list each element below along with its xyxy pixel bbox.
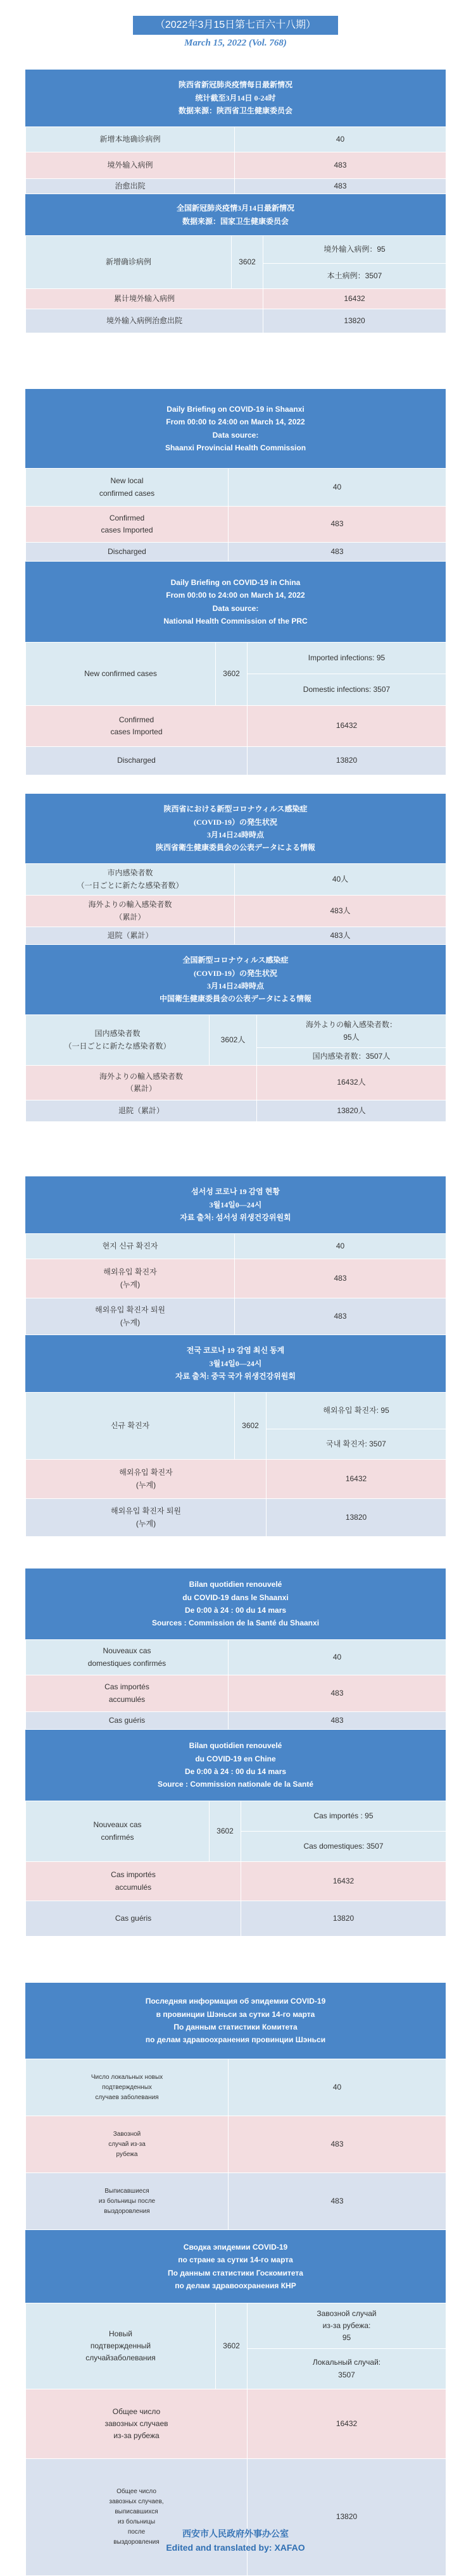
table-row (26, 289, 446, 309)
table-row (26, 1259, 446, 1298)
row-value: 16432人 (257, 1066, 446, 1100)
title-line: 전국 코로나 19 감염 최신 동계 (186, 1346, 285, 1355)
row-label (26, 1801, 210, 1862)
row-label: 治愈出院 (26, 179, 235, 194)
title-line: По данным статистики Госкомитета (168, 2268, 303, 2277)
title-line: 陕西省における新型コロナウィルス感染症 (163, 804, 308, 814)
label-line: 해외유입 확진자 (103, 1267, 157, 1277)
label-line: (누계) (120, 1317, 141, 1327)
row-label: 신규 확진자 (26, 1393, 235, 1460)
fr-shaanxi-title (25, 1568, 446, 1639)
ja-china-table (25, 1014, 446, 1122)
fr-section (25, 1568, 446, 1937)
row-label: 新增确诊病例 (26, 236, 232, 289)
table-row (26, 1066, 446, 1100)
label-line: 해외유입 확진자 퇴원 (111, 1507, 181, 1516)
row-value: 483 (235, 152, 446, 179)
zh-shaanxi-table (25, 126, 446, 194)
row-label: Discharged (26, 543, 229, 562)
row-sub-value: Domestic infections: 3507 (248, 674, 446, 706)
table-row (26, 1499, 446, 1537)
row-sub-value: 国内感染者数：3507人 (257, 1048, 446, 1066)
en-section (25, 389, 446, 775)
en-shaanxi-title (25, 389, 446, 468)
table-row (26, 896, 446, 927)
label-line: New local (110, 476, 144, 486)
title-line: De 0:00 à 24 : 00 du 14 mars (184, 1606, 287, 1615)
table-row (26, 236, 446, 264)
label-line: случаев заболевания (95, 2093, 159, 2101)
ko-china-title (25, 1335, 446, 1392)
ru-china-title (25, 2230, 446, 2303)
title-line: 3月14日24時時点 (206, 830, 264, 839)
title-line: 全国新冠肺炎疫情3月14日最新情况 (176, 204, 294, 213)
label-line: Выписавшиеся (104, 2187, 149, 2195)
en-china-title (25, 562, 446, 642)
title-line: по делам здравоохранения провинции Шэньси (145, 2035, 326, 2045)
title-line: в провинции Шэньси за сутки 14-го марта (156, 2009, 315, 2019)
table-row (26, 152, 446, 179)
row-label (26, 2459, 248, 2576)
row-label (26, 1675, 229, 1712)
row-label (26, 706, 248, 747)
table-row (26, 1712, 446, 1730)
table-row (26, 179, 446, 194)
table-row (26, 2459, 446, 2576)
table-row (26, 643, 446, 674)
row-value: 16432 (241, 1862, 446, 1901)
label-line: cases Imported (101, 526, 153, 534)
sub-line: 95人 (343, 1032, 360, 1042)
ko-china-table (25, 1392, 446, 1537)
row-value: 483 (235, 179, 446, 194)
table-row (26, 507, 446, 543)
row-label (26, 1066, 257, 1100)
row-label (26, 2303, 216, 2389)
row-label (26, 2116, 229, 2173)
ja-china-title (25, 945, 446, 1014)
title-line: Сводка эпидемии COVID-19 (183, 2242, 288, 2252)
label-line: (누계) (135, 1480, 156, 1489)
row-label (26, 1015, 210, 1066)
label-line: confirmed cases (99, 488, 155, 498)
title-line: 全国新型コロナウィルス感染症 (182, 956, 289, 965)
label-line: после (127, 2529, 146, 2536)
label-line: Confirmed (109, 513, 145, 522)
row-sub-value: 해외유입 확진자: 95 (267, 1393, 446, 1429)
table-row (26, 1640, 446, 1675)
fr-shaanxi-table (25, 1639, 446, 1730)
title-line: 数据来源：国家卫生健康委员会 (182, 216, 289, 226)
table-row (26, 2059, 446, 2116)
title-line: 陕西省新冠肺炎疫情每日最新情况 (178, 80, 292, 90)
row-label: 新增本地确诊病例 (26, 127, 235, 152)
label-line: Confirmed (118, 715, 154, 724)
label-line: Nouveaux cas (103, 1646, 151, 1656)
row-value: 40 (229, 2059, 446, 2116)
row-value: 40 (229, 469, 446, 507)
label-line: 国内感染者数 (94, 1029, 141, 1038)
title-line: Bilan quotidien renouvelé (189, 1580, 282, 1589)
table-row (26, 1015, 446, 1048)
sub-line: 海外よりの輸入感染者数： (305, 1020, 397, 1030)
row-value: 13820 (241, 1901, 446, 1937)
row-value: 483 (229, 2116, 446, 2173)
title-line: 섬서성 코로나 19 감염 현황 (191, 1187, 280, 1197)
row-sub-value: Cas domestiques: 3507 (241, 1832, 446, 1862)
label-line: выздоровления (113, 2539, 160, 2546)
row-label (26, 2389, 248, 2459)
table-row (26, 1393, 446, 1429)
row-label (26, 469, 229, 507)
row-value: 483 (229, 1675, 446, 1712)
label-line: выздоровления (104, 2207, 150, 2215)
row-value: 16432 (263, 289, 446, 309)
label-line: из-за рубежа (113, 2431, 160, 2441)
table-row (26, 1675, 446, 1712)
title-line: Последняя информация об эпидемии COVID-19 (145, 1997, 326, 2006)
footer-credit: Edited and translated by: XAFAO (166, 2542, 305, 2553)
row-label: Discharged (26, 747, 248, 775)
row-label: Cas guéris (26, 1712, 229, 1730)
title-line: (COVID-19）の発生状況 (194, 817, 277, 827)
sub-line: из-за рубежа: (322, 2320, 371, 2330)
zh-china-table (25, 235, 446, 333)
row-value: 483 (229, 543, 446, 562)
label-line: （一日ごとに新たな感染者数） (64, 1041, 171, 1051)
issue-title: （2022年3月15日第七百六十八期） (133, 16, 338, 35)
title-line: National Health Commission of the PRC (163, 616, 308, 626)
label-line: (누계) (120, 1279, 141, 1289)
ru-shaanxi-table (25, 2059, 446, 2230)
title-line: du COVID-19 en Chine (195, 1754, 276, 1763)
title-line: (COVID-19）の発生状況 (194, 968, 277, 978)
zh-section (25, 70, 446, 333)
table-row (26, 1862, 446, 1901)
table-row (26, 864, 446, 896)
table-row (26, 1801, 446, 1832)
footer (0, 2527, 471, 2555)
title-line: 3월14일0—24시 (209, 1200, 262, 1209)
table-row (26, 309, 446, 333)
table-row (26, 127, 446, 152)
label-line: 해외유입 확진자 퇴원 (95, 1305, 165, 1315)
label-line: 市内感染者数 (107, 868, 153, 878)
row-value: 16432 (248, 706, 446, 747)
row-label: 境外输入病例治愈出院 (26, 309, 263, 333)
issue-subtitle: March 15, 2022 (Vol. 768) (184, 38, 287, 48)
label-line: подтвержденный (90, 2341, 151, 2350)
row-label (26, 1499, 267, 1537)
table-row (26, 927, 446, 945)
title-line: Shaanxi Provincial Health Commission (165, 443, 306, 452)
table-row (26, 706, 446, 747)
row-value: 13820 (267, 1499, 446, 1537)
title-line: по делам здравоохранения КНР (175, 2281, 296, 2290)
title-line: Sources : Commission de la Santé du Shaanxi (151, 1618, 320, 1628)
ru-section (25, 1983, 446, 2576)
row-value: 13820人 (257, 1100, 446, 1122)
fr-china-table (25, 1801, 446, 1937)
row-value: 3602人 (210, 1015, 257, 1066)
label-line: 해외유입 확진자 (119, 1468, 173, 1477)
table-row (26, 1234, 446, 1259)
row-value: 483 (229, 2173, 446, 2230)
label-line: （累計） (125, 1084, 156, 1093)
label-line: Число локальных новых (91, 2073, 163, 2081)
title-line: Data source: (212, 430, 259, 440)
row-label: 累计境外输入病例 (26, 289, 263, 309)
title-line: 자료 출처: 섬서성 위생건강위원회 (180, 1213, 291, 1223)
row-label: 境外输入病例 (26, 152, 235, 179)
sub-line: 95 (342, 2333, 351, 2343)
ko-shaanxi-table (25, 1233, 446, 1335)
row-sub-value (248, 2303, 446, 2349)
row-label: 退院（累計） (26, 927, 235, 945)
title-line: 3월14일0—24시 (209, 1359, 262, 1368)
row-sub-value (257, 1015, 446, 1048)
title-line: 数据来源：陕西省卫生健康委员会 (178, 106, 292, 116)
table-row (26, 1100, 446, 1122)
row-sub-value: 本土病例：3507 (263, 264, 446, 289)
label-line: accumulés (115, 1882, 152, 1892)
label-line: accumulés (108, 1694, 146, 1704)
label-line: подтвержденных (102, 2083, 152, 2091)
row-label (26, 864, 235, 896)
row-value: 40 (229, 1640, 446, 1675)
table-row (26, 2173, 446, 2230)
title-line: du COVID-19 dans le Shaanxi (182, 1593, 289, 1602)
row-value: 40 (235, 127, 446, 152)
ru-shaanxi-title (25, 1983, 446, 2059)
row-label: Cas guéris (26, 1901, 241, 1937)
row-value: 13820 (248, 747, 446, 775)
table-row (26, 2303, 446, 2349)
row-label (26, 2173, 229, 2230)
row-label (26, 1862, 241, 1901)
row-value: 483人 (235, 927, 446, 945)
label-line: domestiques confirmés (87, 1658, 166, 1668)
row-value: 3602 (216, 2303, 248, 2389)
label-line: из больницы (117, 2518, 156, 2525)
row-value: 483 (235, 1298, 446, 1335)
zh-china-title (25, 194, 446, 235)
title-line: Bilan quotidien renouvelé (189, 1741, 282, 1751)
row-value: 16432 (248, 2389, 446, 2459)
label-line: Общее число (112, 2407, 161, 2416)
label-line: рубежа (116, 2150, 138, 2158)
title-line: De 0:00 à 24 : 00 du 14 mars (184, 1767, 287, 1776)
row-value: 3602 (232, 236, 263, 289)
table-row (26, 1298, 446, 1335)
row-label: New confirmed cases (26, 643, 216, 706)
label-line: случай из-за (108, 2140, 146, 2148)
title-line: Daily Briefing on COVID-19 in China (170, 577, 301, 587)
label-line: 海外よりの輸入感染者数 (88, 900, 172, 909)
row-value: 13820 (263, 309, 446, 333)
row-value: 40 (235, 1234, 446, 1259)
en-shaanxi-table (25, 468, 446, 562)
en-china-table (25, 642, 446, 775)
row-sub-value: 境外输入病例：95 (263, 236, 446, 264)
sub-line: 3507 (338, 2370, 355, 2379)
table-row (26, 2389, 446, 2459)
label-line: （一日ごとに新たな感染者数） (77, 880, 184, 890)
label-line: Общее число (116, 2488, 156, 2495)
row-label: 현지 신규 확진자 (26, 1234, 235, 1259)
row-label (26, 2059, 229, 2116)
row-value: 13820 (248, 2459, 446, 2576)
title-line: 3月14日24時時点 (206, 982, 264, 990)
sub-line: Локальный случай: (312, 2358, 381, 2367)
table-row (26, 2116, 446, 2173)
label-line: Nouveaux cas (93, 1820, 142, 1830)
label-line: Новый (108, 2329, 133, 2338)
row-sub-value: Imported infections: 95 (248, 643, 446, 674)
row-value: 16432 (267, 1460, 446, 1499)
fr-china-title (25, 1730, 446, 1801)
title-line: Source : Commission nationale de la Santé (157, 1780, 314, 1789)
title-line: По данным статистики Комитета (173, 2023, 298, 2031)
label-line: из больницы после (98, 2197, 156, 2205)
row-label (26, 507, 229, 543)
ja-shaanxi-title (25, 794, 446, 863)
title-line: Daily Briefing on COVID-19 in Shaanxi (166, 404, 305, 414)
title-line: From 00:00 to 24:00 on March 14, 2022 (166, 591, 305, 600)
table-row (26, 1460, 446, 1499)
label-line: Cas importés (104, 1682, 149, 1692)
row-value: 3602 (210, 1801, 241, 1862)
row-value: 483 (235, 1259, 446, 1298)
row-sub-value (248, 2349, 446, 2389)
ja-shaanxi-table (25, 863, 446, 945)
zh-shaanxi-title (25, 70, 446, 126)
title-line: 陕西省衛生健康委員会の公表データによる情報 (155, 843, 315, 853)
row-sub-value: Cas importés : 95 (241, 1801, 446, 1832)
row-value: 483 (229, 507, 446, 543)
table-row (26, 747, 446, 775)
label-line: завозных случаев, (109, 2498, 164, 2505)
label-line: cases Imported (110, 727, 163, 736)
row-label (26, 1259, 235, 1298)
title-line: 统计截至3月14日 0-24时 (195, 93, 276, 102)
row-value: 3602 (216, 643, 248, 706)
row-value: 483 (229, 1712, 446, 1730)
row-label (26, 1298, 235, 1335)
row-label (26, 1640, 229, 1675)
label-line: confirmés (101, 1832, 134, 1842)
label-line: （累計） (115, 912, 146, 921)
table-row (26, 469, 446, 507)
sub-line: Завозной случай (317, 2308, 377, 2318)
row-value: 40人 (235, 864, 446, 896)
label-line: 海外よりの輸入感染者数 (99, 1071, 183, 1081)
title-line: From 00:00 to 24:00 on March 14, 2022 (166, 417, 305, 427)
title-line: 中国衛生健康委員会の公表データによる情報 (159, 994, 311, 1004)
row-label (26, 1460, 267, 1499)
title-line: по стране за сутки 14-го марта (178, 2255, 293, 2265)
table-row (26, 1901, 446, 1937)
label-line: случайзаболевания (85, 2353, 156, 2363)
label-line: завозных случаев (104, 2419, 168, 2428)
ja-section (25, 794, 446, 1122)
row-sub-value: 국내 확진자: 3507 (267, 1429, 446, 1460)
row-label (26, 896, 235, 927)
label-line: (누계) (135, 1519, 156, 1528)
title-line: Data source: (212, 603, 259, 613)
label-line: Завозной (113, 2130, 141, 2138)
row-label: 退院（累計） (26, 1100, 257, 1122)
title-line: 자료 출처: 중국 국가 위생건강위원회 (175, 1372, 296, 1381)
ko-shaanxi-title (25, 1176, 446, 1233)
row-value: 3602 (235, 1393, 267, 1460)
row-value: 483人 (235, 896, 446, 927)
ko-section (25, 1176, 446, 1537)
table-row (26, 543, 446, 562)
footer-office: 西安市人民政府外事办公室 (182, 2529, 289, 2539)
label-line: выписавшихся (115, 2508, 158, 2515)
label-line: Cas importés (111, 1870, 156, 1880)
